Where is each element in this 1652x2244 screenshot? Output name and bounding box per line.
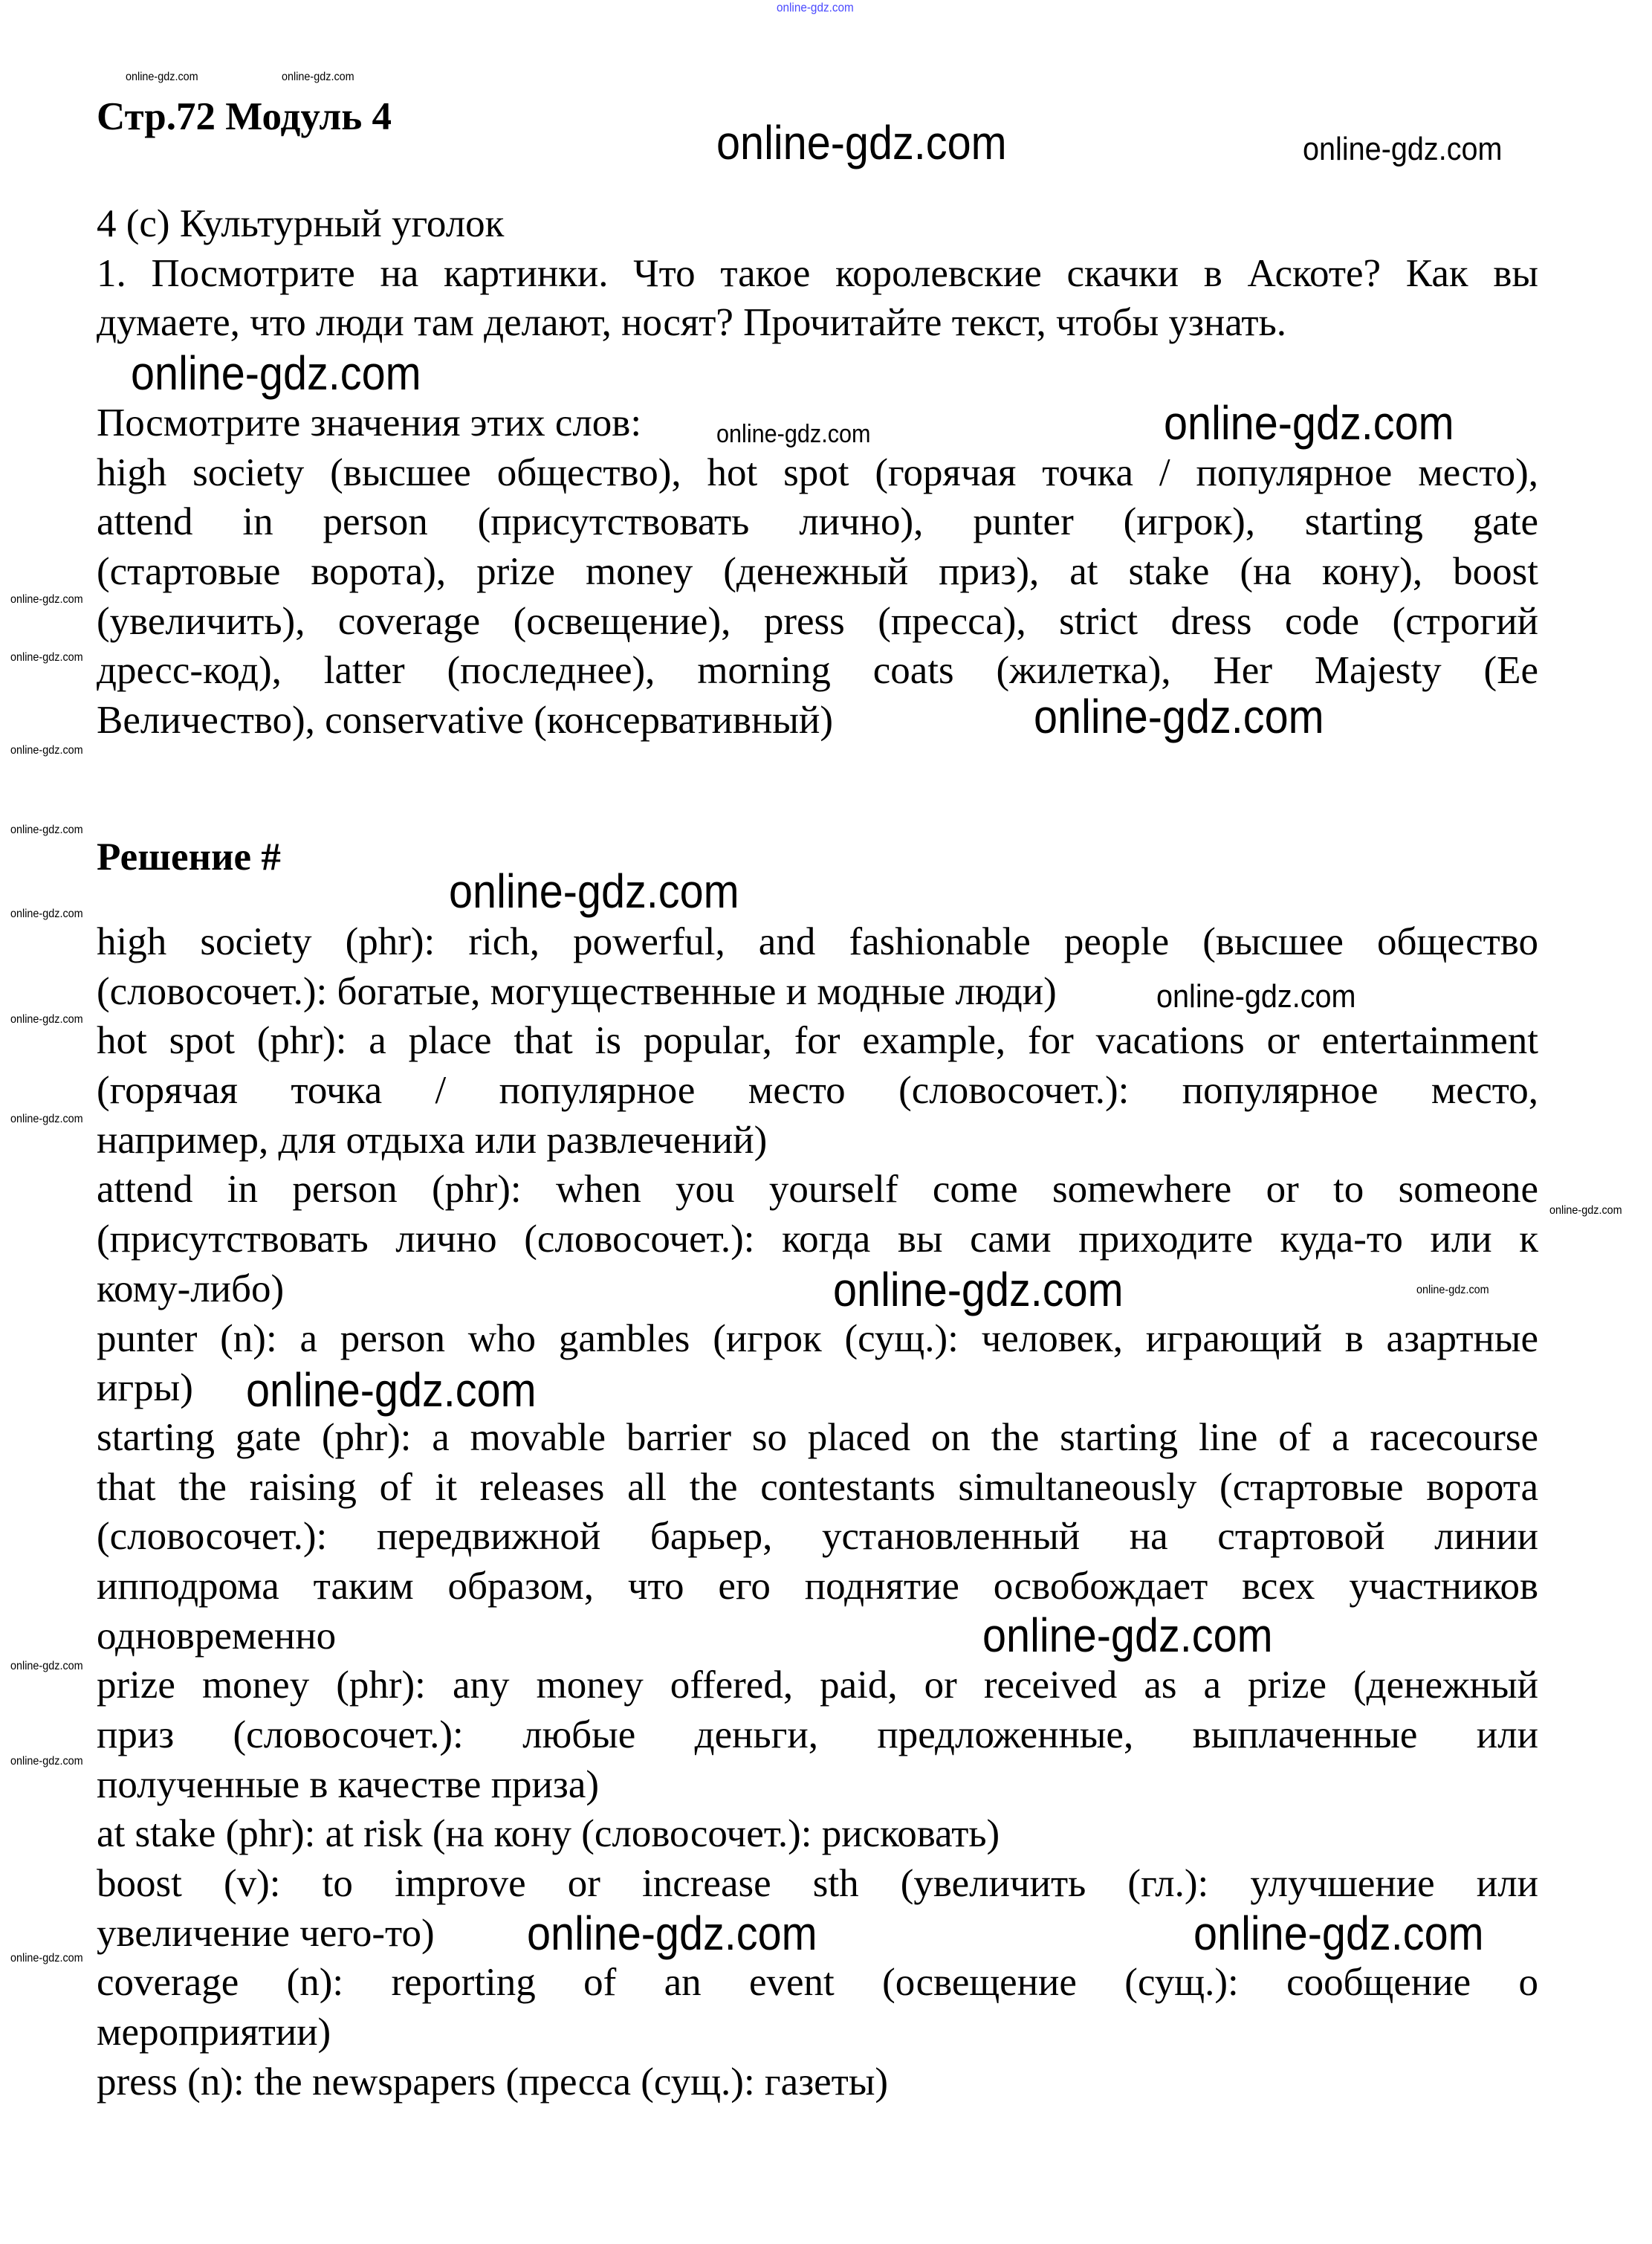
- definition-line: press (n): the newspapers (пресса (сущ.): газеты): [97, 2060, 889, 2104]
- vocabulary-intro: Посмотрите значения этих слов:: [97, 401, 642, 444]
- section-title: 4 (c) Культурный уголок: [97, 202, 505, 245]
- definition-line: that the raising of it releases all the contestants simultaneously (стартовые ворота: [97, 1465, 1538, 1509]
- definition-line: starting gate (phr): a movable barrier so placed on the starting line of a racecourse: [97, 1415, 1538, 1459]
- instruction-line: 1. Посмотрите на картинки. Что такое королевские скачки в Аскоте? Как вы: [97, 251, 1538, 295]
- definition-line: (словосочет.): богатые, могущественные и модные люди): [97, 969, 1057, 1013]
- watermark: online-gdz.com: [10, 1755, 83, 1768]
- definition-line: мероприятии): [97, 2011, 331, 2054]
- watermark: online-gdz.com: [1034, 690, 1324, 743]
- watermark: online-gdz.com: [833, 1263, 1124, 1316]
- definition-line: (присутствовать лично (словосочет.): когда вы сами приходите куда-то или к: [97, 1218, 1538, 1261]
- vocabulary-line: дресс-код), latter (последнее), morning coats (жилетка), Her Majesty (Ее: [97, 649, 1538, 693]
- definition-entry: [97, 1413, 1538, 1661]
- watermark: online-gdz.com: [1193, 1907, 1484, 1960]
- watermark: online-gdz.com: [10, 908, 83, 920]
- definition-entry: [97, 1809, 1538, 1859]
- watermark: online-gdz.com: [1164, 396, 1454, 450]
- definition-line: boost (v): to improve or increase sth (увеличить (гл.): улучшение или: [97, 1862, 1538, 1906]
- definition-line: coverage (n): reporting of an event (освещение (сущ.): сообщение о: [97, 1961, 1538, 2005]
- watermark: online-gdz.com: [1303, 131, 1503, 167]
- watermark: online-gdz.com: [10, 744, 83, 757]
- vocabulary-line: attend in person (присутствовать лично), punter (игрок), starting gate: [97, 500, 1538, 544]
- watermark: online-gdz.com: [527, 1907, 817, 1960]
- definition-line: например, для отдыха или развлечений): [97, 1118, 768, 1162]
- watermark: online-gdz.com: [10, 1660, 83, 1672]
- task-block: [97, 199, 1538, 348]
- watermark: online-gdz.com: [982, 1608, 1273, 1662]
- watermark: online-gdz.com: [10, 1113, 83, 1125]
- page-title: Стр.72 Модуль 4: [97, 95, 392, 138]
- definition-entry: [97, 1958, 1538, 2057]
- definition-entry: [97, 1165, 1538, 1316]
- definition-line: punter (n): a person who gambles (игрок (сущ.): человек, играющий в азартные: [97, 1316, 1538, 1360]
- watermark: online-gdz.com: [131, 346, 421, 400]
- definition-line: (словосочет.): передвижной барьер, установленный на стартовой линии: [97, 1515, 1538, 1559]
- instruction-line: думаете, что люди там делают, носят? Прочитайте текст, чтобы узнать.: [97, 301, 1286, 345]
- definition-line: полученные в качестве приза): [97, 1762, 600, 1806]
- watermark: online-gdz.com: [1416, 1284, 1489, 1296]
- watermark: online-gdz.com: [449, 864, 739, 918]
- definition-line: ипподрома таким образом, что его поднятие освобождает всех участников: [97, 1564, 1538, 1608]
- watermark: online-gdz.com: [246, 1363, 537, 1417]
- watermark: online-gdz.com: [10, 824, 83, 836]
- watermark: online-gdz.com: [10, 593, 83, 606]
- definition-line: кому-либо): [97, 1267, 285, 1310]
- watermark: online-gdz.com: [10, 1013, 83, 1026]
- definition-line: увеличение чего-то): [97, 1911, 435, 1955]
- definition-line: hot spot (phr): a place that is popular, for example, for vacations or entertainment: [97, 1019, 1538, 1063]
- definition-entry: [97, 1661, 1538, 1809]
- definition-line: (горячая точка / популярное место (словосочет.): популярное место,: [97, 1069, 1538, 1113]
- watermark: online-gdz.com: [1549, 1204, 1622, 1217]
- definition-entry: [97, 2057, 1538, 2107]
- definition-entry: [97, 1016, 1538, 1165]
- vocabulary-line: (увеличить), coverage (освещение), press (пресса), strict dress code (строгий: [97, 599, 1538, 643]
- watermark: online-gdz.com: [716, 420, 871, 448]
- vocabulary-line: Величество), conservative (консервативный): [97, 699, 834, 743]
- definition-line: приз (словосочет.): любые деньги, предложенные, выплаченные или: [97, 1713, 1538, 1756]
- definition-line: prize money (phr): any money offered, paid, or received as a prize (денежный: [97, 1663, 1538, 1707]
- watermark: online-gdz.com: [10, 1952, 83, 1965]
- definition-line: attend in person (phr): when you yourself come somewhere or to someone: [97, 1168, 1538, 1212]
- watermark: online-gdz.com: [126, 71, 198, 83]
- solution-title-block: [97, 832, 1538, 882]
- watermark: online-gdz.com: [716, 116, 1007, 169]
- watermark: online-gdz.com: [282, 71, 354, 83]
- solution-title: Решение #: [97, 835, 281, 879]
- vocabulary-line: (стартовые ворота), prize money (денежный приз), at stake (на кону), boost: [97, 550, 1538, 594]
- watermark: online-gdz.com: [777, 0, 854, 15]
- vocabulary-line: high society (высшее общество), hot spot (горячая точка / популярное место),: [97, 450, 1538, 494]
- watermark: online-gdz.com: [10, 651, 83, 664]
- definition-line: at stake (phr): at risk (на кону (словосочет.): рисковать): [97, 1812, 1000, 1856]
- watermark: online-gdz.com: [1156, 978, 1356, 1015]
- definition-line: игры): [97, 1366, 193, 1410]
- definition-line: high society (phr): rich, powerful, and fashionable people (высшее общество: [97, 920, 1538, 963]
- definition-line: одновременно: [97, 1614, 337, 1658]
